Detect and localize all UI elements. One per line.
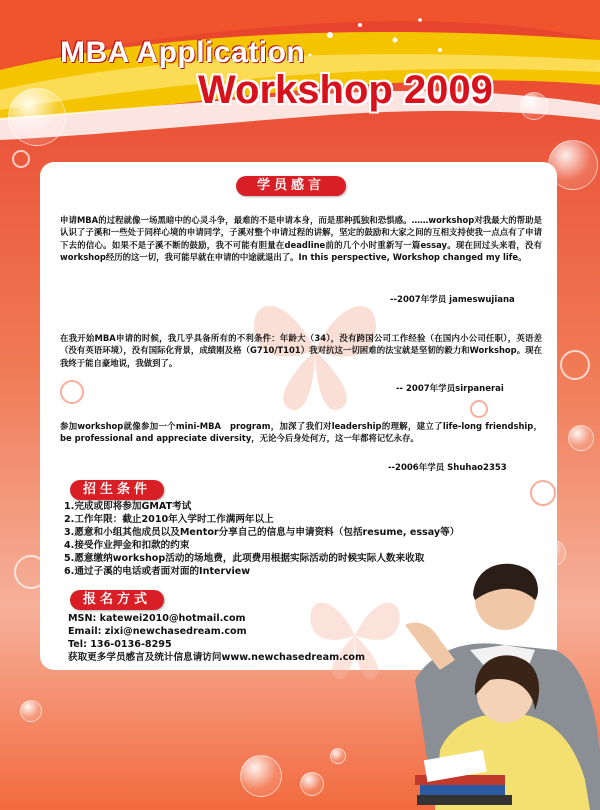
testimonial-2-text: 在我开始MBA申请的时候，我几乎具备所有的不利条件：年龄大（34），没有跨国公司工作经验（在国内小公司任职），英语差（没有英语环境），没有国际化背景，成绩刚及格（G710/T101）我对抗这一切困难的法宝就是坚韧的毅力和Workshop。现在我终于能自豪地说，我做到了。 [60,333,542,368]
testimonial-1-text: 申请MBA的过程就像一场黑暗中的心灵斗争，最难的不是申请本身，而是那种孤独和恐惧感。……workshop对我最大的帮助是认识了子溪和一些处于同样心境的申请同学，子溪对整个申请过程的讲解，坚定的鼓励和大家之间的互相支持使我一点点有了申请下去的信心。如果不是子溪不断的鼓励，我不可能有胆量在deadline前的几个小时重新写一篇essay。现在回过头来看，没有workshop经历的这一切，我可能早就在申请的中途就退出了。In this perspective, Workshop changed my life。 [60,215,542,263]
requirements-heading: 招生条件 [70,480,164,500]
decorative-bubble [8,88,66,146]
testimonial-1-signature: --2007年学员 jameswujiana [390,295,515,305]
testimonial-3-text: 参加workshop就像参加一个mini-MBA program，加深了我们对leadership的理解，建立了life-long friendship，be professional and appreciate diversity，无论今后身处何方，这一年都将记忆永存。 [60,421,542,444]
decorative-ring [12,150,30,168]
email-contact: Email: zixi@newchasedream.com [68,626,247,637]
decorative-ring [530,480,556,506]
decorative-bubble [20,700,42,722]
requirement-item: 4.接受作业押金和扣款的约束 [64,540,190,551]
signup-heading: 报名方式 [70,590,164,610]
decorative-bubble [568,425,594,451]
testimonial-2-signature: -- 2007年学员sirpanerai [396,384,504,394]
website-info: 获取更多学员感言及统计信息请访问www.newchasedream.com [68,652,366,663]
requirement-item: 3.愿意和小组其他成员以及Mentor分享自己的信息与申请资料（包括resume, essay等） [64,527,460,538]
decorative-ring [60,380,84,404]
testimonial-3-signature: --2006年学员 Shuhao2353 [388,463,507,473]
testimonials-heading: 学员感言 [236,176,346,196]
decorative-bubble [520,92,548,120]
requirement-item: 1.完成或即将参加GMAT考试 [64,501,192,512]
decorative-ring [560,350,590,380]
requirement-item: 5.愿意缴纳workshop活动的场地费，此项费用根据实际活动的时候实际人数来收取 [64,553,425,564]
requirement-item: 6.通过子溪的电话或者面对面的Interview [64,566,251,577]
requirement-item: 2.工作年限：截止2010年入学时工作满两年以上 [64,514,274,525]
decorative-bubble [300,772,324,796]
decorative-bubble [330,748,346,764]
students-photo [395,550,600,810]
decorative-ring [470,400,488,418]
title-line-1: MBA Application [60,36,306,69]
contact-list [68,612,365,664]
title-line-2: Workshop 2009 [198,68,493,112]
msn-contact: MSN: katewei2010@hotmail.com [68,613,246,624]
phone-contact: Tel: 136-0136-8295 [68,639,172,650]
decorative-bubble [240,755,282,797]
